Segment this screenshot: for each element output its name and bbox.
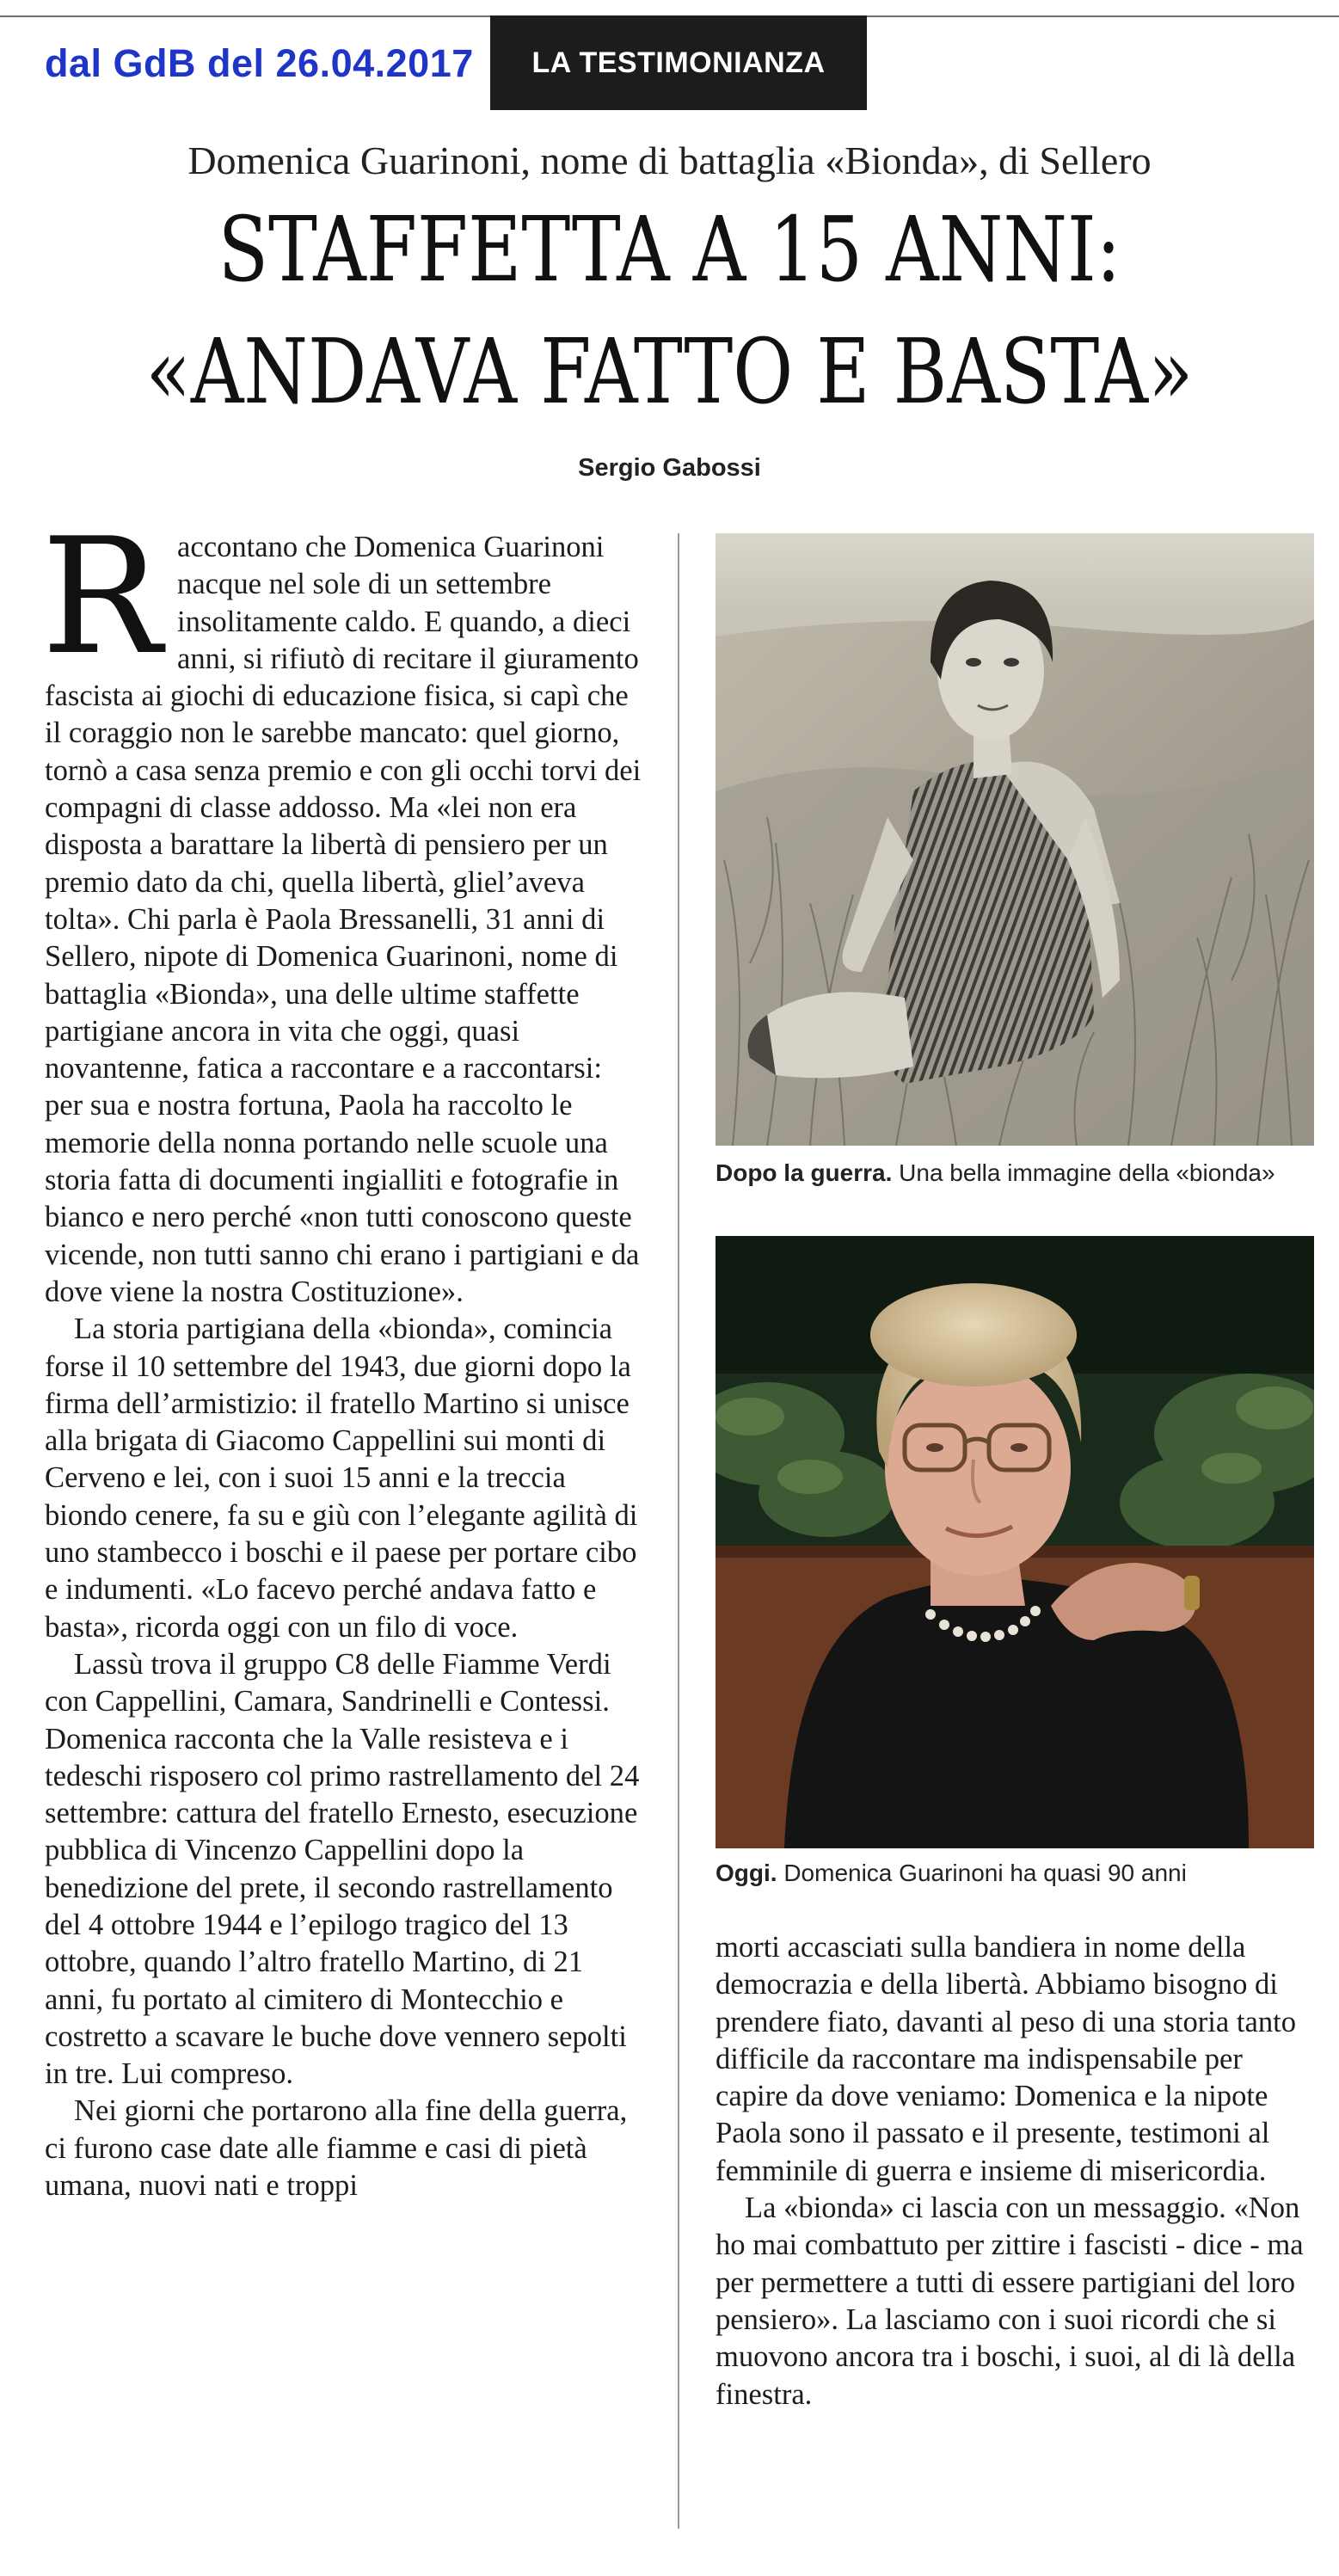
photo-today <box>716 1236 1314 1848</box>
photo-after-war <box>716 533 1314 1146</box>
paragraph-2: La storia partigiana della «bionda», comincia forse il 10 settembre del 1943, due giorni dopo la firma dell’armistizio: il fratello Martino si unisce alla brigata di Giacomo Cappellini sui monti di Cerveno e lei, con i suoi 15 anni e la treccia biondo cenere, fa su e giù con l’elegante agilità di uno stambecco i boschi e il paese per portare cibo e indumenti. «Lo facevo perché andava fatto e basta», ricorda oggi con un filo di voce. <box>45 1313 638 1644</box>
caption-after-war <box>716 1159 1335 1187</box>
caption-today <box>716 1860 1335 1887</box>
byline: Sergio Gabossi <box>578 454 761 482</box>
paragraph-4-continued: morti accasciati sulla bandiera in nome della democrazia e della libertà. Abbiamo bisogno di prendere fiato, davanti al peso di una storia tanto difficile da raccontare ma indispensabile per capire da dove veniamo: Domenica e la nipote Paola sono il passato e il presente, testimoni al femminile di guerra e insieme di misericordia. <box>716 1931 1296 2187</box>
column-divider <box>678 533 679 2529</box>
source-label: dal GdB del 26.04.2017 <box>45 41 474 85</box>
headline-line-2: «ANDAVA FATTO E BASTA» <box>145 319 1194 424</box>
article-column-left <box>41 503 645 2204</box>
caption-after-war-text: Una bella immagine della «bionda» <box>892 1159 1275 1186</box>
paragraph-5: La «bionda» ci lascia con un messaggio. «Non ho mai combattuto per zittire i fascisti - dice - ma per permettere a tutti di essere partigiani del loro pensiero». La lasciamo con i suoi ricordi che si muovono ancora tra i boschi, i suoi, al di là della finestra. <box>716 2192 1304 2411</box>
headline-line-1: STAFFETTA A 15 ANNI: <box>218 197 1121 302</box>
kicker: Domenica Guarinoni, nome di battaglia «Bionda», di Sellero <box>187 138 1152 182</box>
paragraph-4: Nei giorni che portarono alla fine della guerra, ci furono case date alle fiamme e casi di pietà umana, nuovi nati e troppi <box>45 2094 628 2203</box>
paragraph-1 <box>41 503 645 1311</box>
section-tag: LA TESTIMONIANZA <box>490 15 867 110</box>
paragraph-3: Lassù trova il gruppo C8 delle Fiamme Verdi con Cappellini, Camara, Sandrinelli e Contessi. Domenica racconta che la Valle resisteva e i tedeschi risposero col primo rastrellamento del 24 settembre: cattura del fratello Ernesto, esecuzione pubblica di Vincenzo Cappellini dopo la benedizione del prete, il secondo rastrellamento del 4 ottobre 1944 e l’epilogo tragico del 13 ottobre, quando l’altro fratello Martino, di 21 anni, fu portato al cimitero di Montecchio e costretto a scavare le buche dove vennero sepolti in tre. Lui compreso. <box>45 1647 640 2091</box>
drop-cap: R <box>41 503 163 690</box>
paragraph-1-text: accontano che Domenica Guarinoni nacque nel sole di un settembre insolitamente caldo. E quando, a dieci anni, si rifiutò di recitare il giuramento fascista ai giochi di educazione fisica, si capì che il coraggio non le sarebbe mancato: quel giorno, tornò a casa senza premio e con gli occhi torvi dei compagni di classe addosso. Ma «lei non era disposta a barattare la libertà di pensiero per un premio dato da chi, quella libertà, gliel’aveva tolta». Chi parla è Paola Bressanelli, 31 anni di Sellero, nipote di Domenica Guarinoni, nome di battaglia «Bionda», una delle ultime staffette partigiane ancora in vita che oggi, quasi novantenne, fatica a raccontare e a raccontarsi: per sua e nostra fortuna, Paola ha raccolto le memorie della nonna portando nelle scuole una storia fatta di documenti ingialliti e fotografie in bianco e nero perché «non tutti conoscono queste vicende, non tutti sanno chi erano i partigiani e da dove viene la nostra Costituzione». <box>45 531 642 1308</box>
caption-today-bold: Oggi. <box>716 1860 777 1886</box>
caption-today-text: Domenica Guarinoni ha quasi 90 anni <box>777 1860 1187 1886</box>
article-column-right <box>716 1929 1318 2413</box>
caption-after-war-bold: Dopo la guerra. <box>716 1159 893 1186</box>
